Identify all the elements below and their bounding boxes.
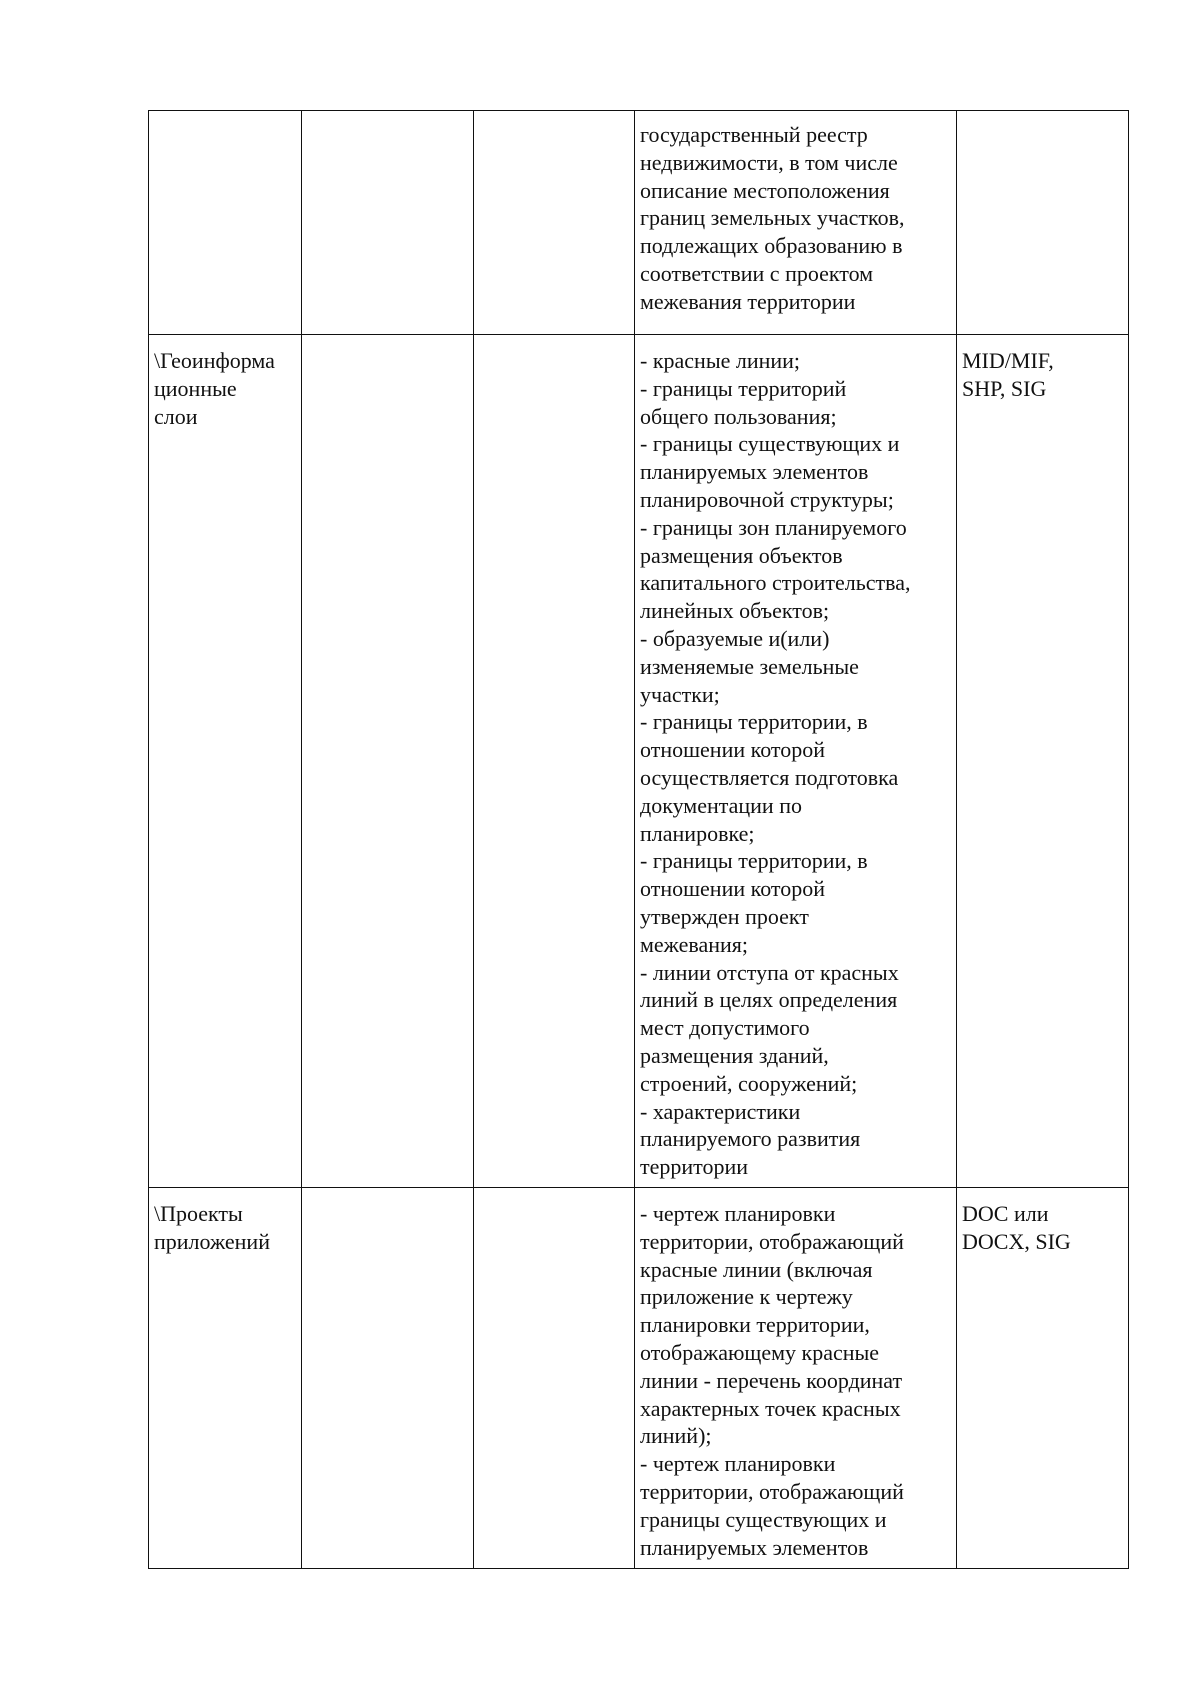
content-cell: - красные линии; - границы территорий общего пользования; - границы существующих и планируемых элементов планировочной структуры; - границы зон планируемого размещения объектов капитального строительства, линейных объектов; - образуемые и(или) изменяемые земельные участки; - границы территории, в отношении которой осуществляется подготовка документации по планировке; - границы территории, в отношении которой утвержден проект межевания; - линии отступа от красных линий в целях определения мест допустимого размещения зданий, строений, сооружений; - характеристики планируемого развития территории [635,335,957,1188]
table-row [149,1188,1129,1569]
empty-cell [302,335,474,1188]
section-name-cell [149,111,302,335]
format-cell: MID/MIF, SHP, SIG [957,335,1129,1188]
table-row [149,111,1129,335]
document-table [148,110,1129,1569]
empty-cell [474,335,635,1188]
empty-cell [474,111,635,335]
format-cell [957,111,1129,335]
format-cell: DOC или DOCX, SIG [957,1188,1129,1569]
content-cell: государственный реестр недвижимости, в том числе описание местоположения границ земельных участков, подлежащих образованию в соответствии с проектом межевания территории [635,111,957,335]
section-name-cell: \Проекты приложений [149,1188,302,1569]
empty-cell [302,111,474,335]
table-row [149,335,1129,1188]
section-name-cell: \Геоинформа ционные слои [149,335,302,1188]
empty-cell [474,1188,635,1569]
empty-cell [302,1188,474,1569]
content-cell: - чертеж планировки территории, отображающий красные линии (включая приложение к чертежу планировки территории, отображающему красные линии - перечень координат характерных точек красных линий); - чертеж планировки территории, отображающий границы существующих и планируемых элементов [635,1188,957,1569]
